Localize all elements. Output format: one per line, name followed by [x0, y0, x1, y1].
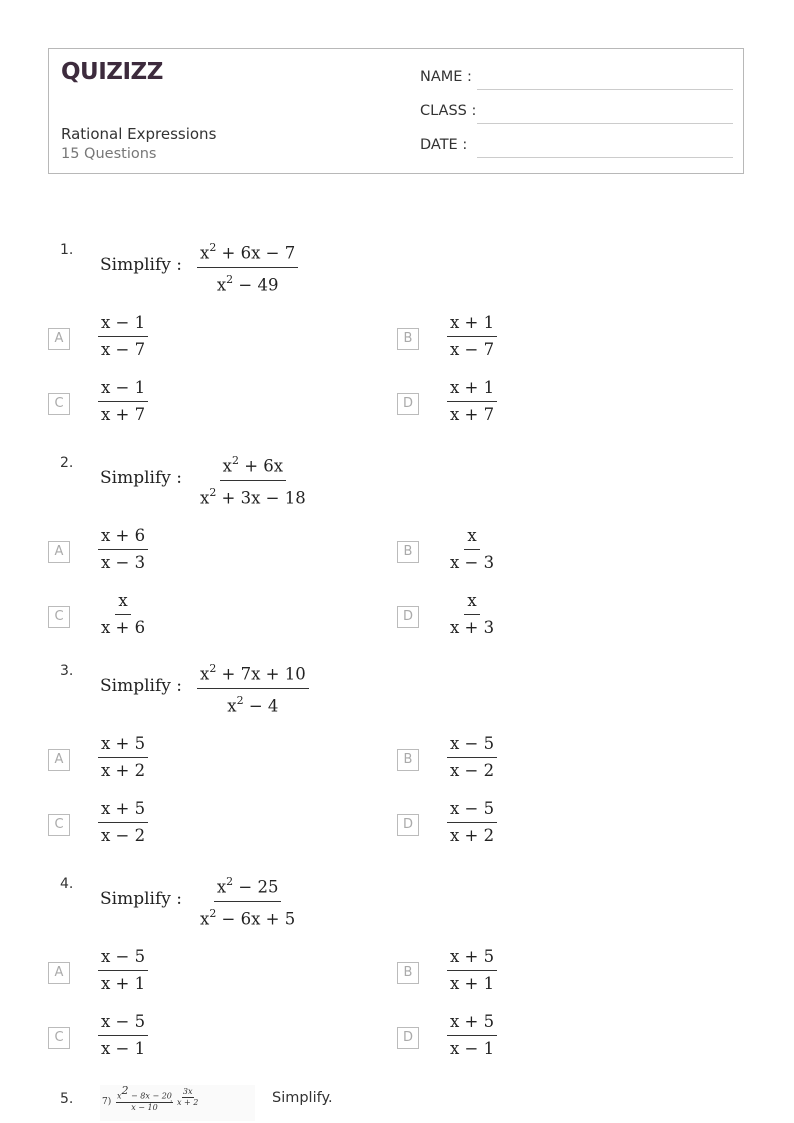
option-d-box[interactable]: D [397, 814, 419, 836]
answer-denominator: x + 7 [450, 405, 495, 424]
answer-numerator: x + 6 [98, 525, 148, 550]
image-operator: · [170, 1097, 173, 1106]
question-stem: Simplify : [100, 255, 182, 275]
option-d-box[interactable]: D [397, 606, 419, 628]
question-image [100, 1085, 255, 1121]
option-c-box[interactable]: C [48, 814, 70, 836]
answer-denominator: x − 7 [101, 340, 146, 359]
answer-denominator: x + 3 [450, 618, 495, 637]
answer-denominator: x − 2 [101, 826, 146, 845]
option-d-box[interactable]: D [397, 393, 419, 415]
answer-denominator: x − 1 [101, 1039, 146, 1058]
answer-denominator: x − 3 [101, 553, 146, 572]
question-expression [197, 872, 298, 930]
expression-denominator: $x^2 - 4$ [227, 693, 279, 715]
image-fraction-1-den: x − 10 [131, 1102, 158, 1112]
question-number: 1. [60, 242, 74, 258]
question-stem: Simplify : [100, 468, 182, 488]
answer-denominator: x − 3 [450, 553, 495, 572]
date-label: DATE : [420, 137, 468, 153]
answer-numerator: x + 1 [447, 377, 497, 402]
option-c-answer[interactable] [98, 1011, 148, 1060]
option-d-answer[interactable] [447, 1011, 497, 1060]
option-c-answer[interactable] [98, 377, 148, 426]
option-c-box[interactable]: C [48, 606, 70, 628]
option-b-box[interactable]: B [397, 541, 419, 563]
answer-numerator: x + 5 [98, 733, 148, 758]
question-stem: Simplify : [100, 889, 182, 909]
expression-denominator: $x^2 - 49$ [216, 272, 279, 294]
answer-denominator: x + 6 [101, 618, 146, 637]
answer-numerator: x − 5 [98, 946, 148, 971]
option-c-box[interactable]: C [48, 1027, 70, 1049]
answer-numerator: x − 5 [447, 798, 497, 823]
name-label: NAME : [420, 69, 472, 85]
option-d-box[interactable]: D [397, 1027, 419, 1049]
answer-numerator: x [464, 525, 479, 550]
option-d-answer[interactable] [447, 377, 497, 426]
answer-denominator: x + 2 [101, 761, 146, 780]
answer-numerator: x − 1 [98, 312, 148, 337]
name-line [477, 89, 733, 90]
option-c-answer[interactable] [98, 798, 148, 847]
answer-numerator: x [115, 590, 130, 615]
question-text: Simplify. [272, 1090, 333, 1106]
answer-denominator: x − 7 [450, 340, 495, 359]
question-number: 2. [60, 455, 74, 471]
image-fraction-1 [116, 1084, 173, 1113]
answer-denominator: x − 2 [450, 761, 495, 780]
expression-numerator: $x^2 + 7x + 10$ [197, 659, 309, 689]
image-fraction-1-num: $x^2 - 8x - 20$ [117, 1084, 172, 1101]
option-a-box[interactable]: A [48, 962, 70, 984]
expression-numerator: $x^2 - 25$ [214, 872, 282, 902]
answer-denominator: x + 2 [450, 826, 495, 845]
question-number: 4. [60, 876, 74, 892]
option-a-box[interactable]: A [48, 541, 70, 563]
answer-denominator: x + 1 [450, 974, 495, 993]
question-count: 15 Questions [61, 146, 157, 162]
question-expression [197, 238, 298, 296]
image-fraction-2-den: x + 2 [177, 1098, 199, 1107]
class-line [477, 123, 733, 124]
image-label: 7) [102, 1097, 112, 1107]
class-label: CLASS : [420, 103, 477, 119]
answer-numerator: x + 5 [447, 946, 497, 971]
option-b-box[interactable]: B [397, 328, 419, 350]
expression-numerator: $x^2 + 6x$ [220, 451, 286, 481]
expression-denominator: $x^2 + 3x - 18$ [200, 485, 306, 507]
option-b-answer[interactable] [447, 733, 497, 782]
option-a-answer[interactable] [98, 525, 148, 574]
expression-numerator: $x^2 + 6x - 7$ [197, 238, 298, 268]
question-expression [197, 451, 309, 509]
question-number: 3. [60, 663, 74, 679]
question-stem: Simplify : [100, 676, 182, 696]
question-number: 5. [60, 1091, 74, 1107]
answer-numerator: x + 1 [447, 312, 497, 337]
worksheet-title: Rational Expressions [61, 125, 217, 143]
worksheet-header [48, 48, 744, 174]
answer-numerator: x − 5 [98, 1011, 148, 1036]
option-b-answer[interactable] [447, 525, 497, 574]
option-a-box[interactable]: A [48, 749, 70, 771]
question-expression [197, 659, 309, 717]
image-fraction-2-num: 3x [182, 1087, 193, 1096]
answer-numerator: x + 5 [447, 1011, 497, 1036]
option-a-box[interactable]: A [48, 328, 70, 350]
image-fraction-2 [176, 1087, 199, 1108]
answer-numerator: x [464, 590, 479, 615]
answer-numerator: x − 5 [447, 733, 497, 758]
option-b-answer[interactable] [447, 946, 497, 995]
option-b-box[interactable]: B [397, 962, 419, 984]
option-a-answer[interactable] [98, 312, 148, 361]
quizizz-logo: QUIZIZZ [61, 59, 163, 85]
answer-denominator: x − 1 [450, 1039, 495, 1058]
option-d-answer[interactable] [447, 798, 497, 847]
answer-denominator: x + 1 [101, 974, 146, 993]
expression-denominator: $x^2 - 6x + 5$ [200, 906, 296, 928]
date-line [477, 157, 733, 158]
answer-numerator: x + 5 [98, 798, 148, 823]
option-b-box[interactable]: B [397, 749, 419, 771]
answer-denominator: x + 7 [101, 405, 146, 424]
option-a-answer[interactable] [98, 733, 148, 782]
option-d-answer[interactable] [447, 590, 497, 639]
option-a-answer[interactable] [98, 946, 148, 995]
option-c-answer[interactable] [98, 590, 148, 639]
option-b-answer[interactable] [447, 312, 497, 361]
answer-numerator: x − 1 [98, 377, 148, 402]
option-c-box[interactable]: C [48, 393, 70, 415]
